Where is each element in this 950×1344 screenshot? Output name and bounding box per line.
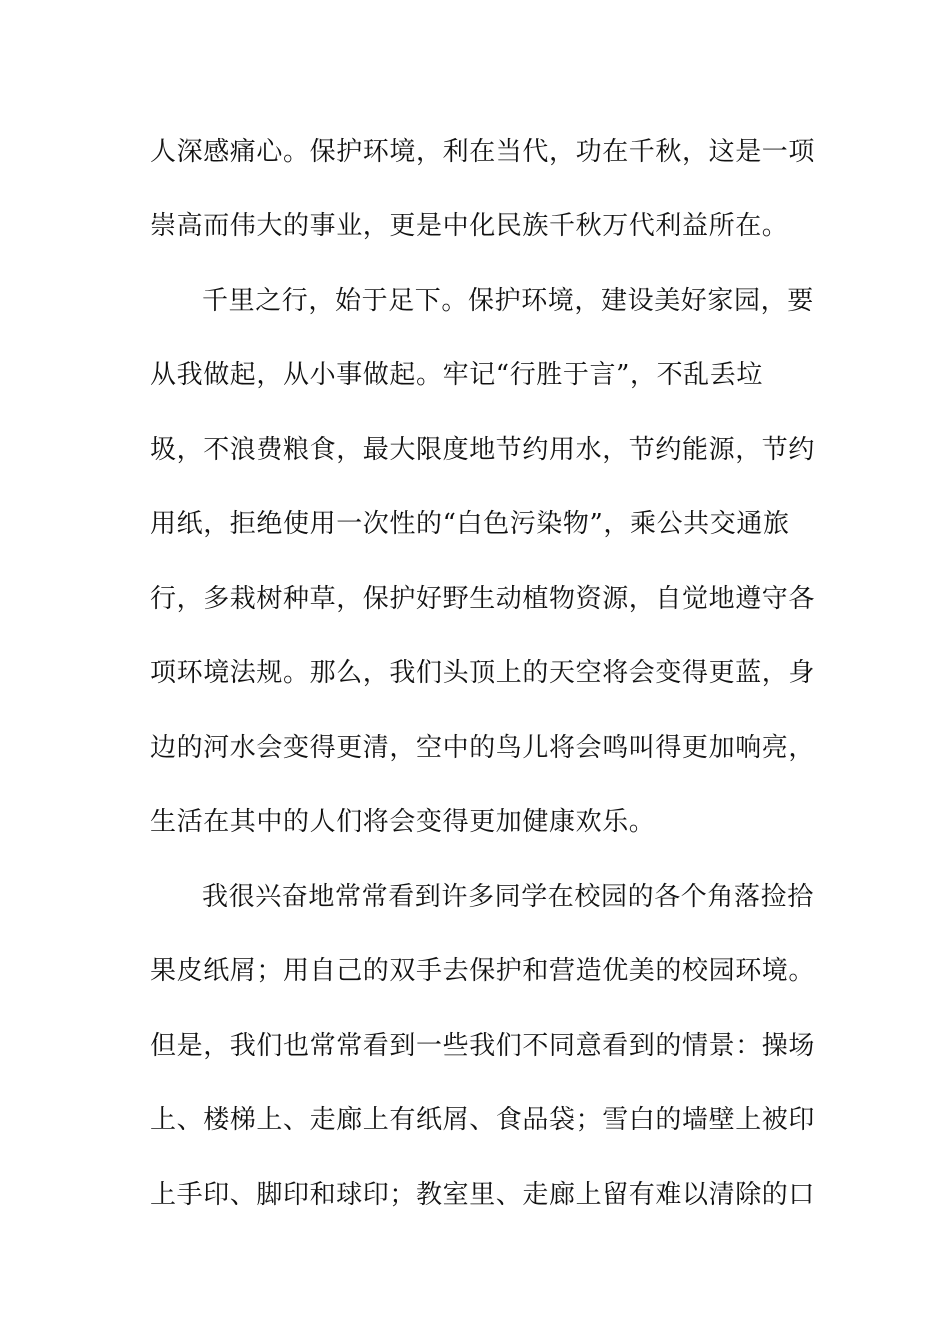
text-line-2: 崇高而伟大的事业，更是中化民族千秋万代利益所在。 xyxy=(150,211,789,241)
text-line-7: 行，多栽树种草，保护好野生动植物资源，自觉地遵守各 xyxy=(150,584,816,614)
text-line-13: 但是，我们也常常看到一些我们不同意看到的情景：操场 xyxy=(150,1031,816,1061)
text-line-5: 圾，不浪费粮食，最大限度地节约用水，节约能源，节约 xyxy=(150,435,816,465)
paragraph-start-line-11: 我很兴奋地常常看到许多同学在校园的各个角落捡拾 xyxy=(202,882,814,912)
text-line-9: 边的河水会变得更清，空中的鸟儿将会鸣叫得更加响亮， xyxy=(150,733,816,763)
text-line-4: 从我做起，从小事做起。牢记“行胜于言”，不乱丢垃 xyxy=(150,360,763,390)
text-line-14: 上、楼梯上、走廊上有纸屑、食品袋；雪白的墙壁上被印 xyxy=(150,1105,816,1135)
text-line-1: 人深感痛心。保护环境，利在当代，功在千秋，这是一项 xyxy=(150,137,816,167)
text-line-12: 果皮纸屑；用自己的双手去保护和营造优美的校园环境。 xyxy=(150,956,816,986)
text-line-10: 生活在其中的人们将会变得更加健康欢乐。 xyxy=(150,807,656,837)
text-line-6: 用纸，拒绝使用一次性的“白色污染物”，乘公共交通旅 xyxy=(150,509,790,539)
text-line-8: 项环境法规。那么，我们头顶上的天空将会变得更蓝，身 xyxy=(150,658,816,688)
paragraph-start-line-3: 千里之行，始于足下。保护环境，建设美好家园，要 xyxy=(202,286,814,316)
text-line-15: 上手印、脚印和球印；教室里、走廊上留有难以清除的口 xyxy=(150,1180,816,1210)
